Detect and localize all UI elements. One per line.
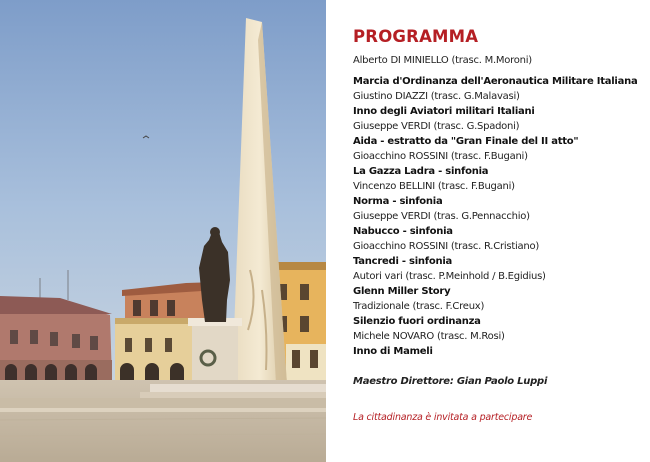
- conductor-credit: Maestro Direttore: Gian Paolo Luppi: [353, 376, 548, 387]
- program-item: Tradizionale (trasc. F.Creux): [353, 301, 485, 312]
- program-item: Giuseppe VERDI (tras. G.Pennacchio): [353, 211, 530, 222]
- program-item: Tancredi - sinfonia: [353, 256, 453, 267]
- program-item: Norma - sinfonia: [353, 196, 443, 207]
- program-item: Gioacchino ROSSINI (trasc. R.Cristiano): [353, 241, 540, 252]
- program-panel: [353, 27, 643, 423]
- program-item: Alberto DI MINIELLO (trasc. M.Moroni): [353, 55, 532, 66]
- program-title: PROGRAMMA: [353, 27, 479, 46]
- program-item: Inno di Mameli: [353, 346, 433, 357]
- program-item: Giustino DIAZZI (trasc. G.Malavasi): [353, 91, 520, 102]
- program-item: Nabucco - sinfonia: [353, 226, 453, 237]
- program-item: Autori vari (trasc. P.Meinhold / B.Egidius): [353, 271, 546, 282]
- program-item: Michele NOVARO (trasc. M.Rosi): [353, 331, 505, 342]
- program-item: Silenzio fuori ordinanza: [353, 316, 481, 327]
- program-item: Glenn Miller Story: [353, 286, 451, 297]
- program-item: Giuseppe VERDI (trasc. G.Spadoni): [353, 121, 520, 132]
- invitation-note: La cittadinanza è invitata a partecipare: [353, 412, 533, 423]
- program-item: Marcia d'Ordinanza dell'Aeronautica Militare Italiana: [353, 76, 638, 87]
- program-list: [353, 53, 643, 359]
- program-item: Inno degli Aviatori militari Italiani: [353, 106, 535, 117]
- program-item: Vincenzo BELLINI (trasc. F.Bugani): [353, 181, 515, 192]
- program-item: La Gazza Ladra - sinfonia: [353, 166, 489, 177]
- program-item: Aida - estratto da "Gran Finale del II atto": [353, 136, 579, 147]
- program-item: Gioacchino ROSSINI (trasc. F.Bugani): [353, 151, 528, 162]
